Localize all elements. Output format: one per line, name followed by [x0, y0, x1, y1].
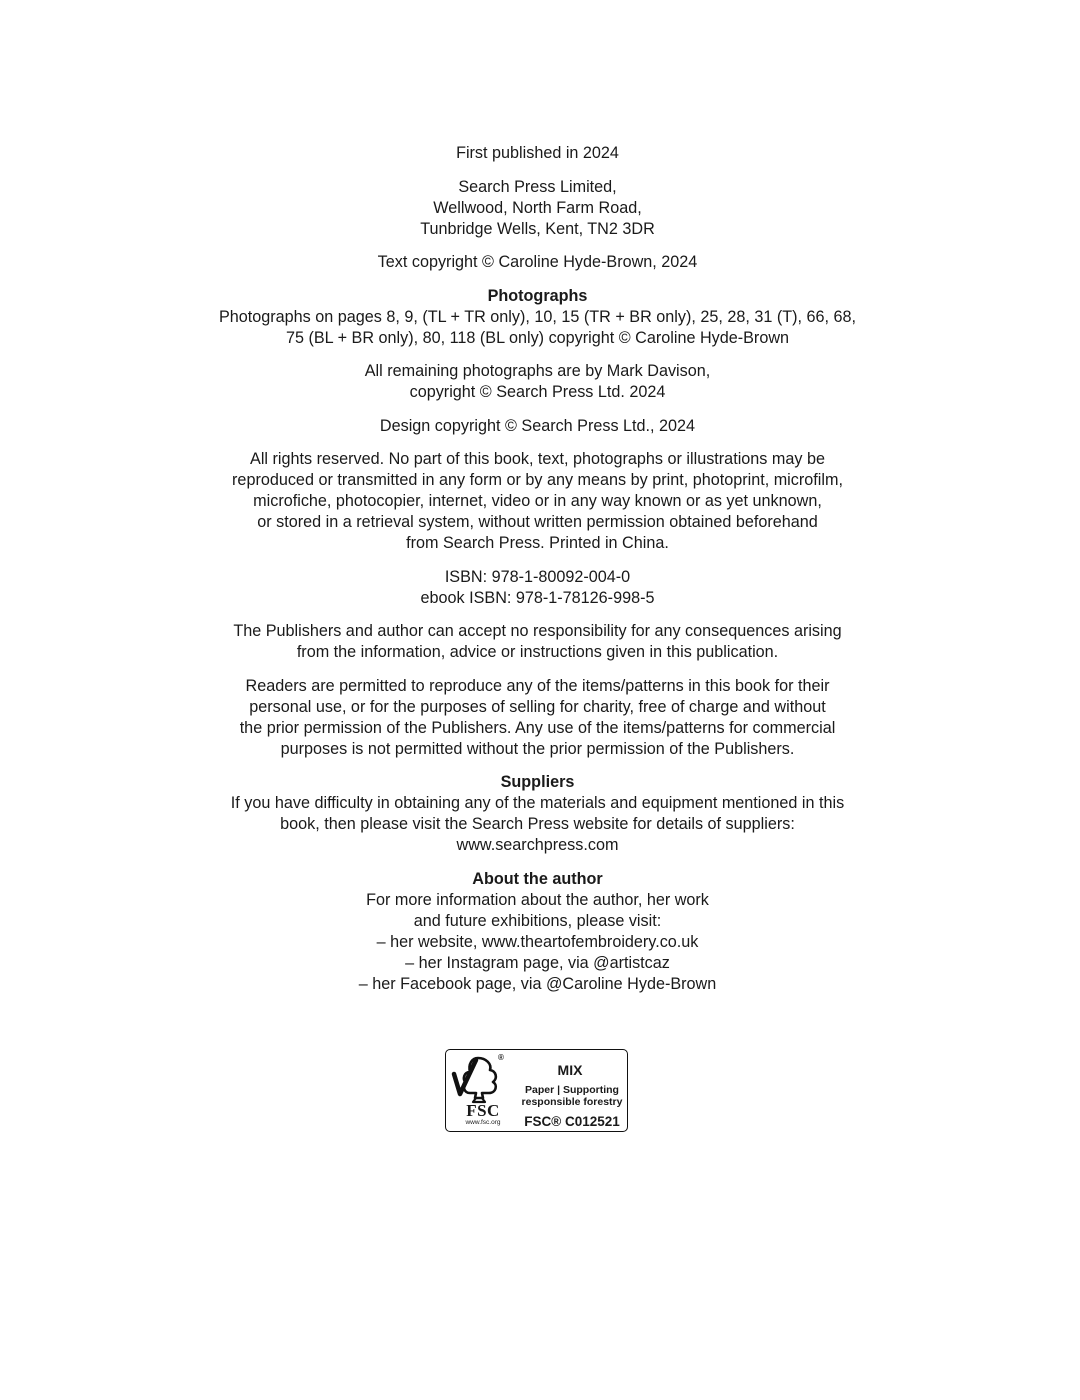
design-copyright: Design copyright © Search Press Ltd., 2024: [379, 416, 696, 435]
fsc-label-line: responsible forestry: [521, 1096, 623, 1108]
author-facebook: – her Facebook page, via @Caroline Hyde-Brown: [358, 974, 717, 993]
photographs-heading: Photographs: [487, 286, 588, 305]
registered-mark: ®: [498, 1053, 504, 1062]
fsc-code: FSC® C012521: [524, 1114, 620, 1129]
about-author-line: For more information about the author, her work: [366, 890, 709, 909]
fsc-mix: MIX: [557, 1062, 583, 1078]
remaining-photos-line: All remaining photographs are by Mark Davison,: [364, 362, 711, 380]
text-copyright-block: [0, 252, 1075, 273]
publisher-line: Wellwood, North Farm Road,: [433, 198, 642, 217]
suppliers-line: If you have difficulty in obtaining any of the materials and equipment mentioned in this: [230, 794, 845, 812]
suppliers-website: www.searchpress.com: [456, 836, 619, 854]
publisher-line: Tunbridge Wells, Kent, TN2 3DR: [420, 219, 655, 238]
remaining-photos-line: copyright © Search Press Ltd. 2024: [409, 383, 666, 401]
isbn-line: ISBN: 978-1-80092-004-0: [444, 567, 631, 586]
ebook-isbn-line: ebook ISBN: 978-1-78126-998-5: [420, 588, 655, 607]
about-author-line: and future exhibitions, please visit:: [413, 911, 662, 930]
readers-line: personal use, or for the purposes of selling for charity, free of charge and without: [249, 697, 826, 716]
about-author-heading: About the author: [472, 869, 603, 888]
text-copyright: Text copyright © Caroline Hyde-Brown, 2024: [377, 253, 698, 271]
disclaimer-line: The Publishers and author can accept no responsibility for any consequences arising: [233, 622, 842, 640]
imprint-content: [0, 143, 1075, 1007]
photographs-section: [0, 286, 1075, 349]
author-instagram: – her Instagram page, via @artistcaz: [405, 953, 670, 972]
photographs-line: Photographs on pages 8, 9, (TL + TR only), 10, 15 (TR + BR only), 25, 28, 31 (T), 66, 68,: [218, 307, 857, 326]
disclaimer-line: from the information, advice or instructions given in this publication.: [296, 643, 779, 661]
readers-block: [0, 676, 1075, 760]
suppliers-section: [0, 772, 1075, 856]
about-author-section: [0, 869, 1075, 995]
first-published: First published in 2024: [456, 144, 619, 162]
rights-line: All rights reserved. No part of this book, text, photographs or illustrations may be: [250, 450, 825, 468]
rights-line: reproduced or transmitted in any form or by any means by print, photoprint, microfilm,: [232, 471, 843, 489]
rights-line: or stored in a retrieval system, without written permission obtained beforehand: [257, 513, 818, 531]
publisher-address: [0, 177, 1075, 240]
rights-line: from Search Press. Printed in China.: [406, 534, 669, 552]
suppliers-heading: Suppliers: [500, 773, 575, 791]
fsc-brand: FSC: [466, 1101, 500, 1120]
rights-block: [0, 449, 1075, 554]
photographs-line: 75 (BL + BR only), 80, 118 (BL only) copyright © Caroline Hyde-Brown: [285, 328, 790, 347]
first-published-block: [0, 143, 1075, 164]
author-website: – her website, www.theartofembroidery.co.uk: [376, 932, 699, 951]
fsc-label-line: Paper | Supporting: [525, 1084, 619, 1096]
fsc-url: www.fsc.org: [465, 1119, 501, 1126]
publisher-line: Search Press Limited,: [458, 177, 617, 196]
remaining-photos-block: [0, 361, 1075, 403]
disclaimer-block: [0, 621, 1075, 663]
readers-line: Readers are permitted to reproduce any of the items/patterns in this book for their: [245, 676, 830, 695]
rights-line: microfiche, photocopier, internet, video or in any way known or as yet unknown,: [253, 492, 822, 510]
isbn-block: [0, 567, 1075, 609]
suppliers-line: book, then please visit the Search Press website for details of suppliers:: [280, 815, 795, 833]
design-copyright-block: [0, 416, 1075, 437]
fsc-logo: [445, 1049, 628, 1132]
readers-line: purposes is not permitted without the prior permission of the Publishers.: [280, 739, 795, 758]
readers-line: the prior permission of the Publishers. Any use of the items/patterns for commercial: [239, 718, 836, 737]
